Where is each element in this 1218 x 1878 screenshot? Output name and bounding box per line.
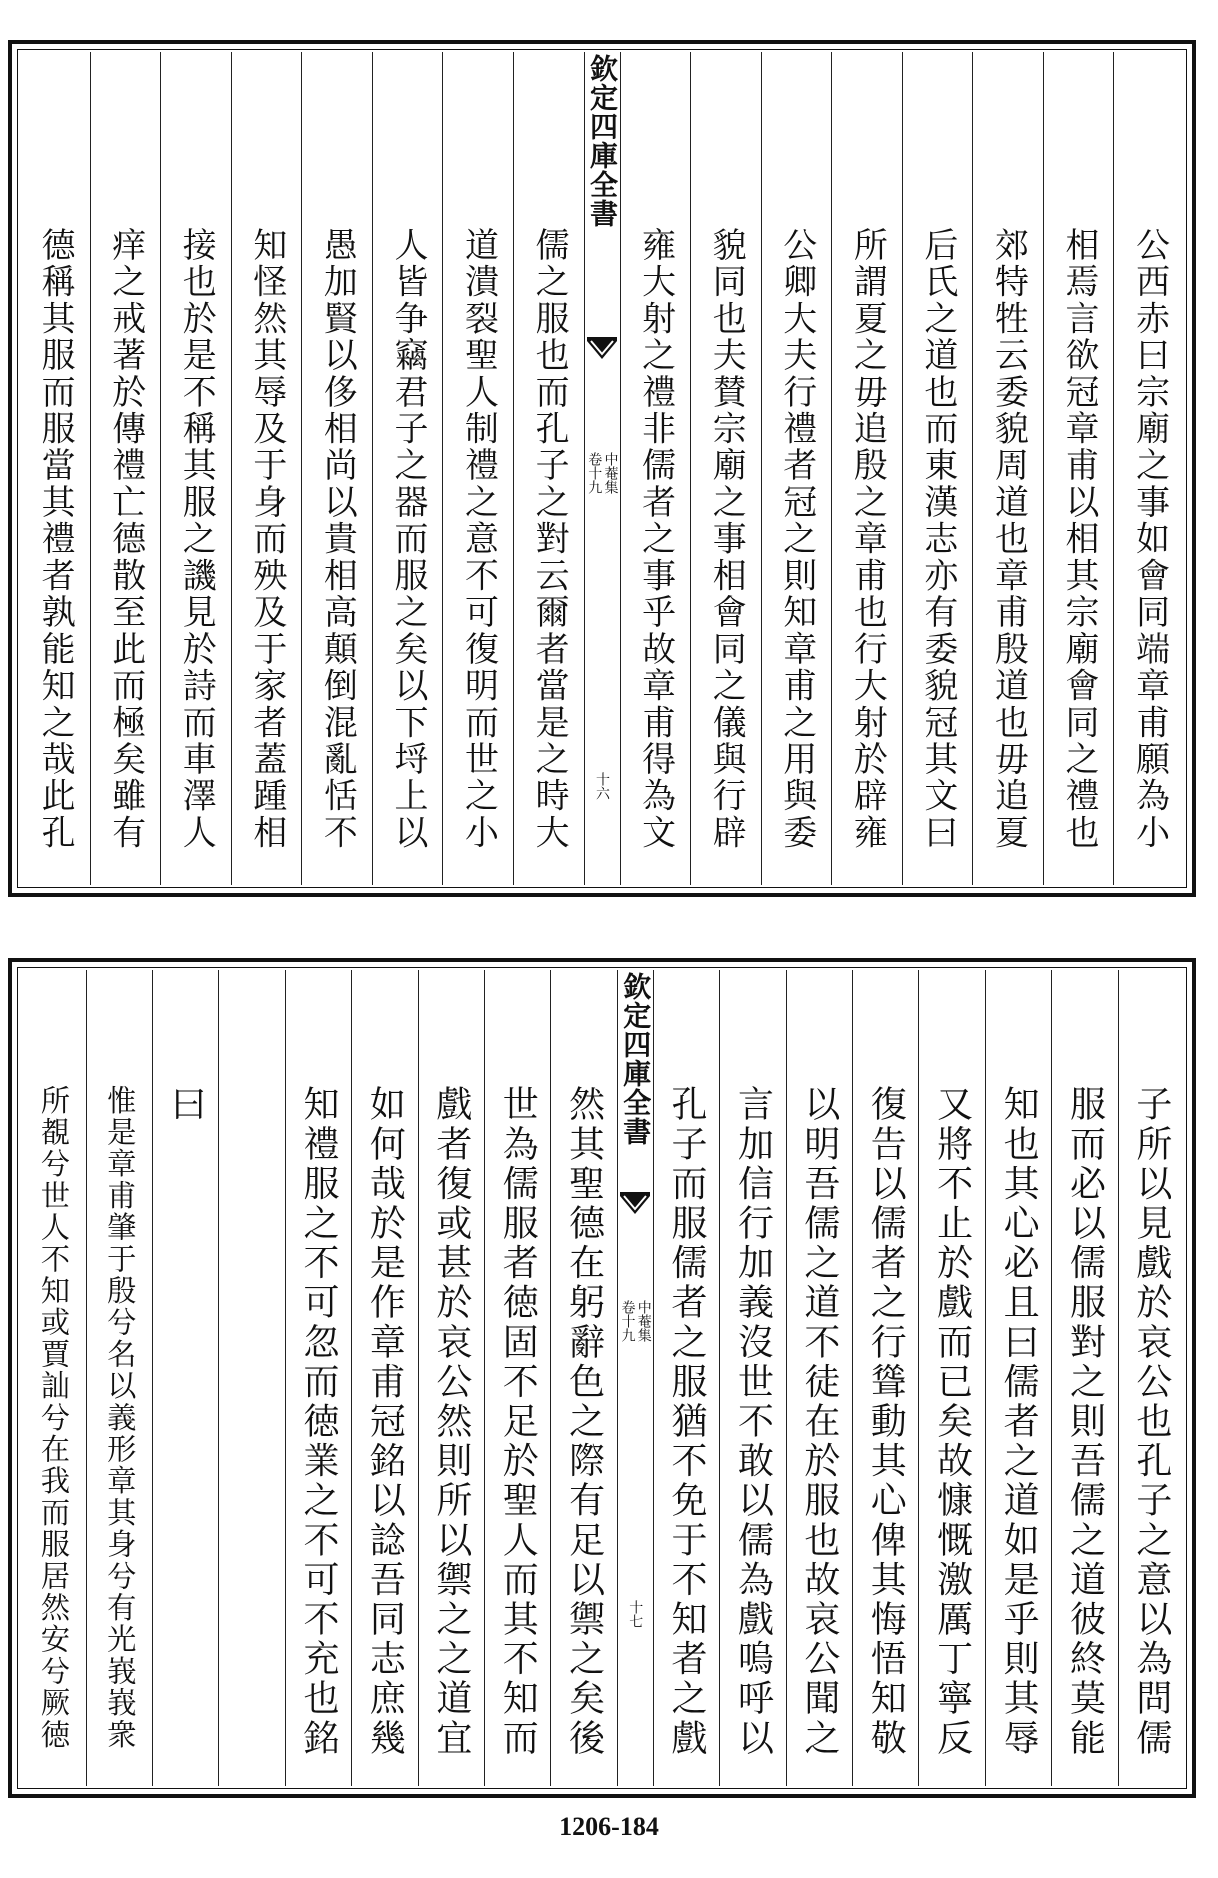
column-text: 以明吾儒之道不徒在於服也故哀公聞之: [798, 1085, 840, 1759]
text-column: [90, 52, 161, 885]
column-text: 接也於是不稱其服之譏見於詩而車澤人: [176, 227, 217, 852]
column-text: 然其聖德在躬辭色之際有足以禦之矣後: [563, 1085, 605, 1759]
column-text: 道潰裂聖人制禮之意不可復明而世之小: [458, 227, 499, 852]
text-column: [852, 970, 918, 1786]
book-name: 中菴集: [602, 452, 619, 494]
column-text: 郊特牲云委貌周道也章甫殷道也毋追夏: [988, 227, 1029, 852]
column-text: 言加信行加義沒世不敢以儒為戲嗚呼以: [732, 1085, 774, 1759]
top-page-columns: [20, 52, 1184, 885]
column-text: 愚加賢以侈相尚以貴相高顛倒混亂恬不: [317, 227, 358, 852]
column-text: 儒之服也而孔子之對云爾者當是之時大: [529, 227, 570, 852]
text-column: [1113, 52, 1184, 885]
folio-number: 十六: [594, 772, 610, 800]
column-text: 知怪然其辱及于身而殃及于家者蓋踵相: [246, 227, 287, 852]
folio-number: 十七: [627, 1600, 644, 1628]
text-column: [442, 52, 513, 885]
text-column: [985, 970, 1051, 1786]
column-text: 曰: [165, 1085, 207, 1125]
text-column: [86, 970, 152, 1786]
center-fold: [617, 970, 653, 1786]
column-text: 公西赤曰宗廟之事如會同端章甫願為小: [1129, 227, 1170, 852]
text-column: [218, 970, 284, 1786]
text-column: [351, 970, 417, 1786]
page-number: 1206-184: [559, 1812, 659, 1841]
text-column: [1118, 970, 1184, 1786]
column-text: 后氏之道也而東漢志亦有委貌冠其文曰: [917, 227, 958, 852]
fish-tail-mark-icon: [587, 337, 617, 365]
column-text: 公卿大夫行禮者冠之則知章甫之用與委: [776, 227, 817, 852]
text-column: [690, 52, 761, 885]
text-column: [653, 970, 719, 1786]
text-column: [20, 52, 90, 885]
column-text: 痒之戒著於傳禮亡德散至此而極矣雖有: [105, 227, 146, 852]
text-column: [831, 52, 902, 885]
column-text: 又將不止於戲而已矣故慷慨激厲丁寧反: [931, 1085, 973, 1759]
column-text: 所謂夏之毋追殷之章甫也行大射於辟雍: [847, 227, 888, 852]
column-text: 知禮服之不可忽而徳業之不可不充也銘: [298, 1085, 340, 1759]
column-text: 貌同也夫賛宗廟之事相會同之儀與行辟: [706, 227, 747, 852]
text-column: [285, 970, 351, 1786]
text-column: [1051, 970, 1117, 1786]
column-text: 孔子而服儒者之服猶不免于不知者之戲: [666, 1085, 708, 1759]
text-column: [418, 970, 484, 1786]
center-fold: [584, 52, 620, 885]
column-text: 復告以儒者之行聳動其心俾其悔悟知敬: [865, 1085, 907, 1759]
volume-number: 卷十九: [619, 1300, 636, 1342]
text-column: [152, 970, 218, 1786]
text-column: [372, 52, 443, 885]
column-text: 所覩兮世人不知或賈訕兮在我而服居然安兮厥徳: [36, 1085, 71, 1751]
bottom-page-columns: [20, 970, 1184, 1786]
collection-title: 欽定四庫全書: [619, 972, 653, 1146]
text-column: [719, 970, 785, 1786]
column-text: 戲者復或甚於哀公然則所以禦之之道宜: [430, 1085, 472, 1759]
text-column: [761, 52, 832, 885]
top-page: [8, 40, 1196, 897]
text-column: [484, 970, 550, 1786]
column-text: 世為儒服者徳固不足於聖人而其不知而: [497, 1085, 539, 1759]
text-column: [972, 52, 1043, 885]
column-text: 服而必以儒服對之則吾儒之道彼終莫能: [1064, 1085, 1106, 1759]
column-text: 知也其心必且曰儒者之道如是乎則其辱: [998, 1085, 1040, 1759]
column-text: 人皆争竊君子之器而服之矣以下埒上以: [387, 227, 428, 852]
text-column: [160, 52, 231, 885]
bottom-page: [8, 958, 1196, 1798]
text-column: [513, 52, 584, 885]
column-text: 惟是章甫肇于殷兮名以義形章其身兮有光峩峩衆: [102, 1085, 137, 1751]
text-column: [902, 52, 973, 885]
text-column: [550, 970, 616, 1786]
text-column: [918, 970, 984, 1786]
text-column: [1043, 52, 1114, 885]
column-text: 德稱其服而服當其禮者孰能知之哉此孔: [35, 227, 76, 852]
column-text: 如何哉於是作章甫冠銘以諗吾同志庶幾: [364, 1085, 406, 1759]
text-column: [231, 52, 302, 885]
text-column: [20, 970, 85, 1786]
column-text: 子所以見戲於哀公也孔子之意以為問儒: [1130, 1085, 1172, 1759]
column-text: 雍大射之禮非儒者之事乎故章甫得為文: [635, 227, 676, 852]
text-column: [786, 970, 852, 1786]
volume-number: 卷十九: [586, 452, 603, 494]
column-text: 相焉言欲冠章甫以相其宗廟會同之禮也: [1059, 227, 1100, 852]
fish-tail-mark-icon: [620, 1192, 650, 1220]
text-column: [620, 52, 691, 885]
collection-title: 欽定四庫全書: [586, 54, 619, 228]
book-name: 中菴集: [635, 1300, 652, 1342]
text-column: [301, 52, 372, 885]
